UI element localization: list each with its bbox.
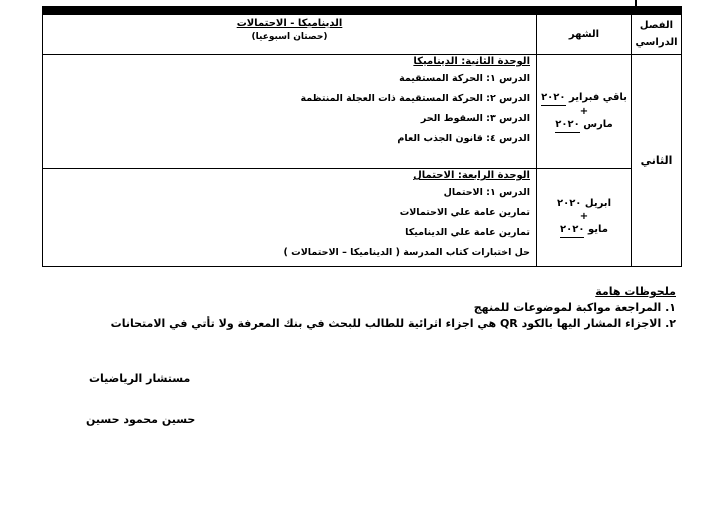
month-cell bbox=[537, 55, 632, 169]
year-value: ٢٠٢٠ bbox=[557, 198, 582, 209]
notes-title: ملحوظات هامة bbox=[595, 285, 676, 298]
lesson-item: الدرس ٤: قانون الجذب العام bbox=[397, 133, 530, 144]
unit-title: الوحدة الرابعة: الاحتمال bbox=[413, 170, 530, 181]
lesson-item: الدرس ٣: السقوط الحر bbox=[420, 113, 530, 124]
unit-cell bbox=[43, 55, 537, 169]
year-value: ٢٠٢٠ bbox=[541, 91, 565, 106]
month-cell bbox=[537, 169, 632, 267]
table-top-rule bbox=[42, 6, 682, 14]
header-content-sub: (حصتان اسبوعيا) bbox=[251, 32, 328, 42]
lesson-item: الدرس ٢: الحركة المستقيمة ذات العجلة المنتظمة bbox=[300, 93, 530, 104]
notes-section bbox=[111, 284, 676, 332]
header-content-title: الديناميكا - الاحتمالات bbox=[236, 18, 343, 29]
signature-name: حسين محمود حسين bbox=[86, 413, 196, 426]
signature-role: مستشار الرياضيات bbox=[89, 372, 191, 385]
lesson-item: الدرس ١: الاحتمال bbox=[443, 187, 530, 198]
lesson-item: الدرس ١: الحركة المستقيمة bbox=[399, 73, 530, 84]
curriculum-plan-table bbox=[42, 14, 682, 267]
month-name: مارس bbox=[583, 118, 613, 130]
month-name: باقي فبراير bbox=[568, 91, 627, 103]
lesson-item: تمارين عامة علي الديناميكا bbox=[405, 227, 530, 238]
table-row bbox=[43, 169, 682, 267]
year-value: ٢٠٢٠ bbox=[560, 223, 584, 238]
note-item: ١. المراجعة مواكبة لموضوعات للمنهج bbox=[473, 301, 676, 314]
table-row bbox=[43, 55, 682, 169]
month-name: ابريل bbox=[584, 198, 611, 209]
header-month: الشهر bbox=[537, 15, 632, 55]
lesson-item: تمارين عامة علي الاحتمالات bbox=[399, 207, 530, 218]
unit-cell bbox=[43, 169, 537, 267]
unit-title: الوحدة الثانية: الديناميكا bbox=[413, 56, 530, 67]
header-term: الفصل الدراسي bbox=[632, 15, 682, 55]
note-item: ٢. الاجزاء المشار اليها بالكود QR هي اجزاء اثرائية للطالب للبحث في بنك المعرفة ولا تأتي في الامتحانات bbox=[110, 317, 676, 330]
month-name: مايو bbox=[587, 224, 608, 235]
header-content bbox=[43, 15, 537, 55]
term-cell: الثاني bbox=[632, 55, 682, 267]
lesson-item: حل اختبارات كتاب المدرسة ( الديناميكا – الاحتمالات ) bbox=[283, 247, 530, 258]
plus-sign: + bbox=[579, 105, 589, 117]
plus-sign: + bbox=[579, 211, 589, 222]
header-row bbox=[43, 15, 682, 55]
year-value: ٢٠٢٠ bbox=[555, 118, 579, 133]
